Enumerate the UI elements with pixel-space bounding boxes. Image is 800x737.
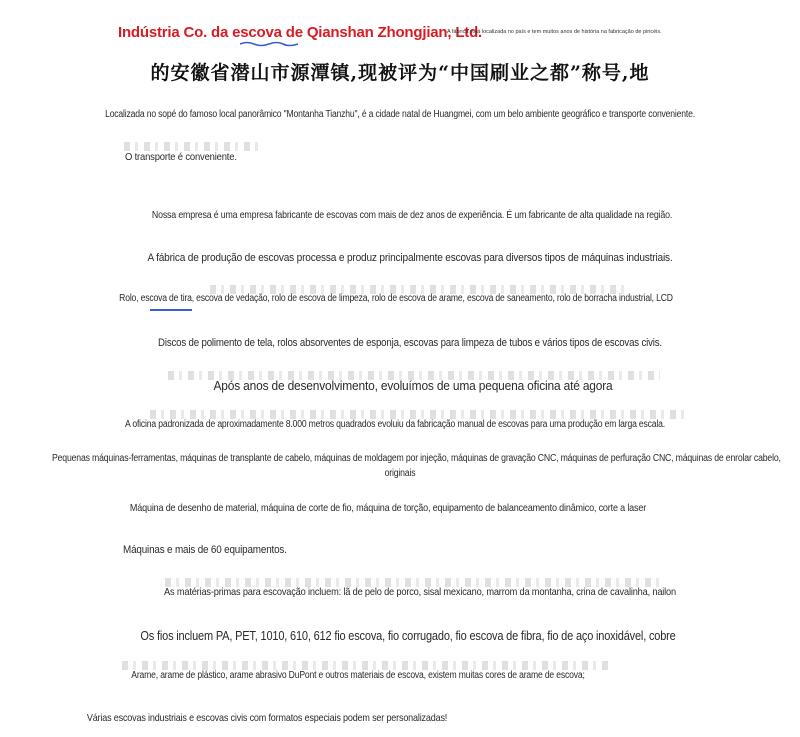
company-title: Indústria Co. da escova de Qianshan Zhongjian, Ltd. <box>118 24 483 41</box>
paragraph-products-2: Discos de polimento de tela, rolos absorventes de esponja, escovas para limpeza de tubos e vários tipos de escovas civis. <box>158 337 662 349</box>
paragraph-machines-1b: originais <box>384 468 416 479</box>
paragraph-materials: As matérias-primas para escovação incluem: lã de pelo de porco, sisal mexicano, marrom da montanha, crina de cavalinha, nailon <box>164 586 676 598</box>
paragraph-company: Nossa empresa é uma empresa fabricante de escovas com mais de dez anos de experiência. É um fabricante de alta qualidade na região. <box>151 209 673 221</box>
header-note: A fábrica está localizada no país e tem muitos anos de história na fabricação de pincéis. <box>447 29 662 35</box>
paragraph-wire-types: Arame, arame de plástico, arame abrasivo DuPont e outros materiais de escova, existem muitas cores de arame de escova; <box>131 670 585 681</box>
paragraph-transport: O transporte é conveniente. <box>125 151 237 163</box>
paragraph-products-1: Rolo, escova de tira, escova de vedação, rolo de escova de limpeza, rolo de escova de arame, escova de saneamento, rolo de borracha industrial, LCD <box>119 293 673 304</box>
paragraph-workshop: A oficina padronizada de aproximadamente 8.000 metros quadrados evoluiu da fabricação manual de escovas para uma produção em larga escala. <box>125 419 665 430</box>
faded-text-artifact <box>122 661 612 670</box>
paragraph-equipment: Máquinas e mais de 60 equipamentos. <box>123 544 287 556</box>
wavy-underline-decoration <box>240 41 298 47</box>
chinese-heading: 的安徽省潜山市源潭镇,现被评为“中国刷业之都”称号,地 <box>150 62 650 84</box>
paragraph-factory: A fábrica de produção de escovas processa e produz principalmente escovas para diversos tipos de máquinas industriais. <box>147 252 673 264</box>
paragraph-location: Localizada no sopé do famoso local panorâmico "Montanha Tianzhu", é a cidade natal de Huangmei, com um belo ambiente geográfico e transporte conveniente. <box>105 109 695 120</box>
paragraph-wires: Os fios incluem PA, PET, 1010, 610, 612 fio escova, fio corrugado, fio escova de fibra, fio de aço inoxidável, cobre <box>140 629 676 643</box>
link-underline-decoration <box>150 309 192 311</box>
paragraph-machines-1: Pequenas máquinas-ferramentas, máquinas de transplante de cabelo, máquinas de moldagem por injeção, máquinas de gravação CNC, máquinas de perfuração CNC, máquinas de enrolar cabelo, <box>52 453 781 464</box>
faded-text-artifact <box>124 142 264 151</box>
paragraph-custom: Várias escovas industriais e escovas civis com formatos especiais podem ser personalizadas! <box>86 712 448 724</box>
paragraph-development: Após anos de desenvolvimento, evoluímos de uma pequena oficina até agora <box>213 378 613 393</box>
paragraph-machines-2: Máquina de desenho de material, máquina de corte de fio, máquina de torção, equipamento de balanceamento dinâmico, corte a laser <box>129 502 647 514</box>
faded-text-artifact <box>150 410 690 419</box>
